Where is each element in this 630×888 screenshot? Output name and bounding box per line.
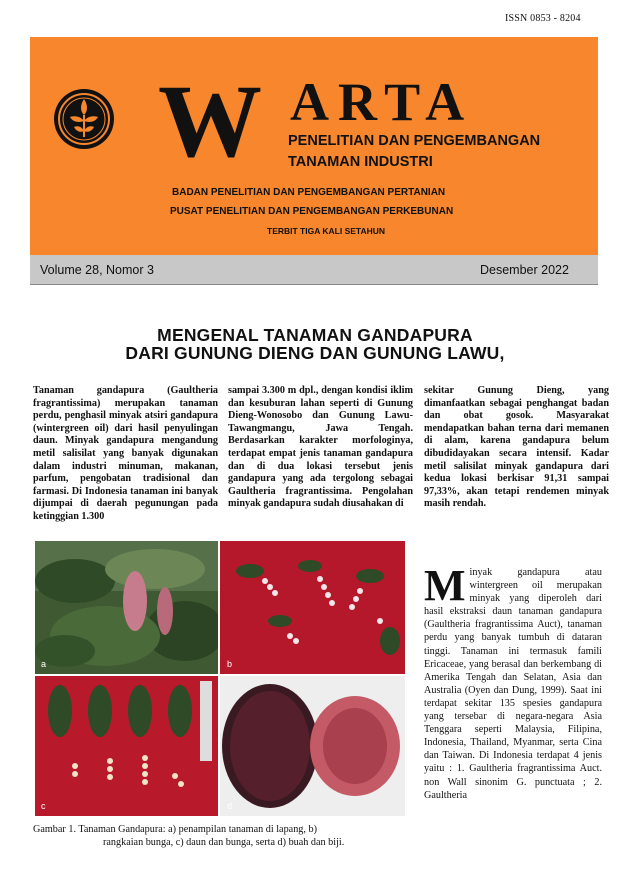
photo-label-c: c: [41, 801, 46, 811]
masthead-subtitle-line2: TANAMAN INDUSTRI: [288, 154, 433, 170]
abstract-column-3: sekitar Gunung Dieng, yang dimanfaatkan sebagai penghangat badan dan obat gosok. Masyarakat mendapatkan bahan terna dari memanen di alam, karena gandapura belum dibudidayakan secara intensif. Kadar metil salisilat minyak gandapura dari kedua lokasi berkisar 91,31 sampai 97,33%, akan tetapi rendemen minyak masih rendah.: [424, 385, 609, 510]
agency-line2: PUSAT PENELITIAN DAN PENGEMBANGAN PERKEBUNAN: [170, 206, 454, 217]
photo-label-a: a: [41, 659, 47, 669]
figure-caption: [33, 823, 418, 849]
photo-label-d: d: [227, 801, 233, 811]
ministry-logo-icon: [52, 87, 116, 151]
photo-label-b: b: [227, 659, 233, 669]
publication-frequency: TERBIT TIGA KALI SETAHUN: [267, 226, 386, 236]
article-title-line1: MENGENAL TANAMAN GANDAPURA: [157, 325, 473, 345]
body-paragraph: inyak gandapura atau wintergreen oil merupakan minyak yang diperoleh dari hasil ekstraksi daun tanaman gandapura (Gaultheria fragrantissima Auct), tanaman perdu yang banyak tumbuh di dataran tinggi. Tanaman ini termasuk famili Ericaceae, yang berasal dan berkembang di Amerika Tengah dan Selatan, Asia dan Australia (Oyen dan Dung, 1999). Saat ini terdapat sekitar 135 spesies gandapura yang tersebar di negara-negara Asia Tenggara seperti Malaysia, Filipina, Indonesia, Thailand, Myanmar, serta Cina dan Taiwan. Di Indonesia terdapat 4 jenis yaitu : 1. Gaultheria fragrantissima Auct. non Wall sinonim G. punctuata ; 2. Gaultheria: [424, 567, 602, 801]
body-text: [424, 561, 602, 802]
abstract-column-2: sampai 3.300 m dpl., dengan kondisi iklim dan kesuburan lahan seperti di Gunung Dieng-Wonosobo dan Gunung Lawu-Tawangmangu, Jawa Tengah. Berdasarkan karakter morfologinya, terdapat empat jenis tanaman gandapura dan di dua lokasi tersebut jenis gandapura yang ada tergolong sebagai Gaultheria fragrantissima. Pengolahan minyak gandapura sudah diusahakan di: [228, 385, 413, 510]
abstract-column-1: Tanaman gandapura (Gaultheria fragrantissima) merupakan tanaman perdu, penghasil minyak atsiri gandapura (wintergreen oil) dari hasil penyulingan daun. Minyak gandapura mengandung metil salisilat yang banyak digunakan dalam industri minuman, makanan, parfum, pengobatan tradisional dan farmasi. Di Indonesia tanaman ini banyak dijumpai di daerah pegunungan pada ketinggian 1.300: [33, 385, 218, 522]
brand-name: ARTA: [290, 72, 474, 132]
figure-photo-grid: [35, 541, 405, 816]
volume-number: Volume 28, Nomor 3: [40, 263, 154, 277]
caption-line1: Gambar 1. Tanaman Gandapura: a) penampilan tanaman di lapang, b): [33, 824, 317, 835]
photo-leaves-flowers: [35, 676, 218, 816]
caption-line2: rangkaian bunga, c) daun dan bunga, serta d) buah dan biji.: [103, 837, 345, 848]
photo-fruits-seeds: [220, 676, 405, 816]
photo-plant-field: [35, 541, 218, 674]
issue-date: Desember 2022: [480, 263, 569, 277]
masthead-subtitle-line1: PENELITIAN DAN PENGEMBANGAN: [288, 133, 541, 149]
brand-initial: W: [158, 64, 262, 179]
drop-cap: M: [424, 561, 466, 610]
article-title-line2: DARI GUNUNG DIENG DAN GUNUNG LAWU,: [125, 343, 505, 363]
photo-flower-clusters: [220, 541, 405, 674]
issn-number: ISSN 0853 - 8204: [505, 13, 581, 24]
agency-line1: BADAN PENELITIAN DAN PENGEMBANGAN PERTANIAN: [172, 187, 446, 198]
